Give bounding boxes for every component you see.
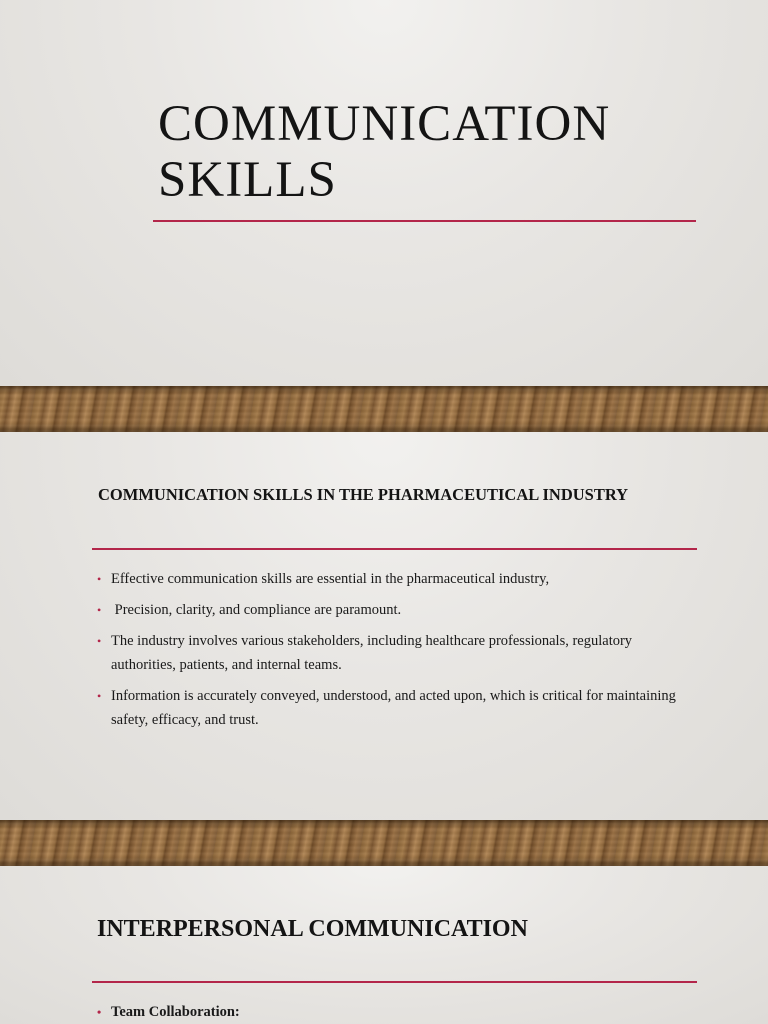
bullet-icon: • bbox=[97, 689, 102, 703]
bullet-text: Precision, clarity, and compliance are paramount. bbox=[111, 602, 402, 618]
bullet-item bbox=[97, 1000, 697, 1024]
bullet-icon: • bbox=[97, 572, 102, 586]
slide-title bbox=[0, 0, 768, 386]
bullet-item bbox=[97, 567, 697, 591]
bullet-text: Team Collaboration: bbox=[111, 1004, 240, 1020]
bullet-text: The industry involves various stakeholders, including healthcare professionals, regulatory authorities, patients, and internal teams. bbox=[111, 633, 633, 673]
deck-title bbox=[158, 96, 718, 208]
slide-heading: INTERPERSONAL COMMUNICATION bbox=[97, 916, 528, 942]
bullet-text: Effective communication skills are essential in the pharmaceutical industry, bbox=[111, 571, 550, 587]
heading-underline bbox=[92, 981, 697, 983]
slide-interpersonal bbox=[0, 866, 768, 1024]
slide-heading: COMMUNICATION SKILLS IN THE PHARMACEUTICAL INDUSTRY bbox=[98, 485, 629, 504]
bullet-list bbox=[97, 1000, 697, 1024]
bullet-item bbox=[97, 598, 697, 622]
deck-title-line-2: SKILLS bbox=[158, 152, 337, 208]
slide-pharma-communication bbox=[0, 432, 768, 820]
bullet-item bbox=[97, 684, 697, 732]
bullet-icon: • bbox=[97, 1005, 102, 1019]
wood-floor-divider bbox=[0, 820, 768, 866]
heading-underline bbox=[92, 548, 697, 550]
bullet-icon: • bbox=[97, 634, 102, 648]
bullet-text: Information is accurately conveyed, understood, and acted upon, which is critical for maintaining safety, efficacy, and trust. bbox=[111, 688, 676, 728]
deck-title-line-1: COMMUNICATION bbox=[158, 96, 611, 152]
bullet-icon: • bbox=[97, 603, 102, 617]
bullet-item bbox=[97, 629, 697, 677]
title-underline bbox=[153, 220, 696, 222]
bullet-list bbox=[97, 567, 697, 739]
wood-floor-divider bbox=[0, 386, 768, 432]
